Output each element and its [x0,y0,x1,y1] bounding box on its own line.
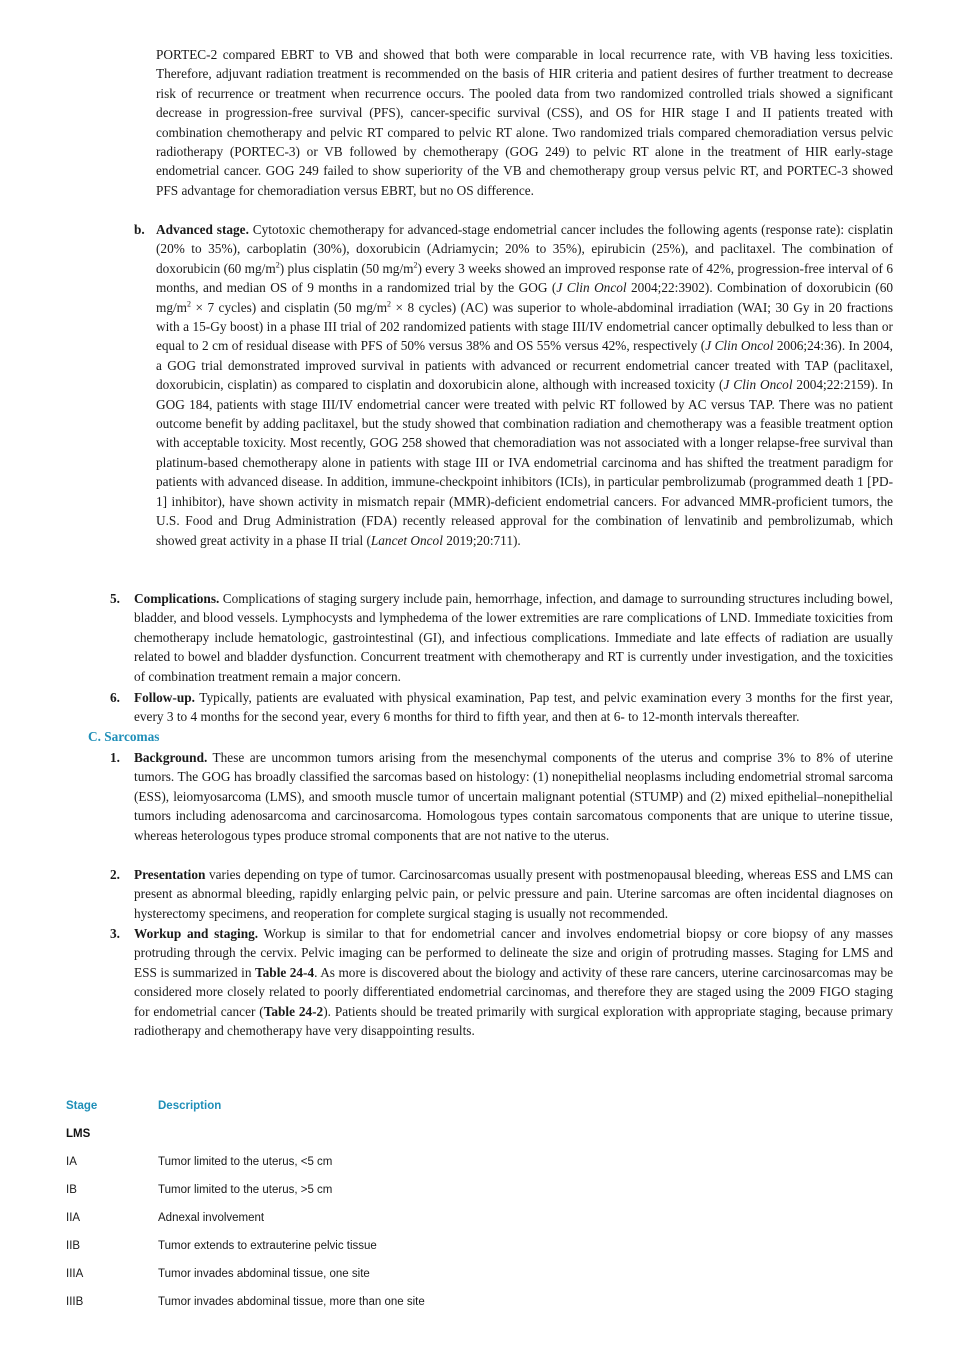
presentation-heading: Presentation [134,867,206,882]
stage-cell: IIB [66,1240,81,1252]
table-group-row [66,1120,886,1148]
background-paragraph [134,748,893,845]
description-cell: Tumor invades abdominal tissue, more than one site [158,1296,425,1308]
column-header-stage: Stage [66,1100,98,1112]
advanced-stage-paragraph [156,220,893,550]
stage-cell: IIIA [66,1268,84,1280]
complications-heading: Complications. [134,591,220,606]
follow-up-marker: 6. [110,690,120,705]
table-row [66,1260,886,1288]
advanced-text-1: Cytotoxic chemotherapy for advanced-stage endometrial cancer includes the following agents (response rate): cisplatin (20% to 35%), carboplatin (30%), doxorubicin (Adriamycin; 20% to 35%), epirubicin (25%), and paclitaxel. The combination of doxorubicin (60 mg/m [156,222,893,276]
stage-cell: IA [66,1156,77,1168]
column-header-description: Description [158,1100,222,1112]
staging-table [66,1092,886,1316]
superscript: 2 [413,260,418,270]
complications-text: Complications of staging surgery include pain, hemorrhage, infection, and damage to surrounding structures including bowel, bladder, and blood vessels. Lymphocysts and lymphedema of the lower extremities are rare complications of LND. Immediate toxicities from chemotherapy include hematologic, gastrointestinal (GI), and infectious complications. Immediate and late effects of radiation are usually related to bowel and bladder dysfunction. Concurrent treatment with chemotherapy and RT is currently under investigation, and the toxicities of combination treatment remain a major concern. [134,591,893,684]
complications-marker: 5. [110,591,120,606]
superscript: 2 [275,260,280,270]
advanced-text-9: 2019;20:711). [442,532,521,548]
advanced-text-2: ) plus cisplatin (50 mg/m [279,260,414,276]
description-cell: Tumor invades abdominal tissue, one site [158,1268,370,1280]
description-cell: Tumor extends to extrauterine pelvic tissue [158,1240,377,1252]
workup-heading: Workup and staging. [134,926,259,941]
description-cell: Tumor limited to the uterus, >5 cm [158,1184,333,1196]
table-reference: Table 24-2 [263,1003,324,1019]
journal-citation: J Clin Oncol [723,377,793,393]
follow-up-text: Typically, patients are evaluated with physical examination, Pap test, and pelvic examination every 3 months for the first year, every 3 to 4 months for the second year, every 6 months for third to fifth year, and then at 6- to 12-month intervals thereafter. [134,690,893,725]
journal-citation: J Clin Oncol [705,338,774,354]
complications-paragraph [134,589,893,686]
section-heading-sarcomas: C. Sarcomas [88,729,160,744]
stage-cell: IIA [66,1212,81,1224]
advanced-stage-heading: Advanced stage. [156,222,249,237]
workup-text-3: ). Patients should be treated primarily with surgical exploration with appropriate staging, because primary radiotherapy and chemotherapy have very disappointing results. [134,1003,893,1039]
description-cell: Tumor limited to the uterus, <5 cm [158,1156,333,1168]
journal-citation: J Clin Oncol [556,280,627,296]
follow-up-heading: Follow-up. [134,690,195,705]
advanced-text-8: 2004;22:2159). In GOG 184, patients with stage III/IV endometrial cancer were treated with pelvic RT followed by AC versus TAP. There was no patient outcome benefit by adding paclitaxel, but the study showed that combination radiation and chemotherapy was a feasible treatment option with acceptable toxicity. Most recently, GOG 258 showed that chemoradiation was not associated with a longer relapse-free survival than platinum-based chemotherapy alone in patients with stage III or IVA endometrial carcinoma and has shifted the treatment paradigm for patients with advanced disease. In addition, immune-checkpoint inhibitors (ICIs), in particular pembrolizumab (programmed death 1 [PD-1] inhibitor), have shown activity in mismatch repair (MMR)-deficient endometrial cancers. For advanced MMR-proficient tumors, the U.S. Food and Drug Administration (FDA) recently released approval for the combination of lenvatinib and pembrolizumab, which showed great activity in a phase II trial ( [156,377,894,548]
presentation-paragraph [134,865,893,923]
background-marker: 1. [110,750,120,765]
background-text: These are uncommon tumors arising from the mesenchymal components of the uterus and comprise 3% to 8% of uterine tumors. The GOG has broadly classified the sarcomas based on histology: (1) nonepithelial neoplasms including endometrial stromal sarcoma (ESS), leiomyosarcoma (LMS), and smooth muscle tumor of uncertain malignant potential (STUMP) and (2) mixed epithelial–nonepithelial tumors including adenosarcoma and carcinosarcoma. Homologous types contain sarcomatous components that are unique to uterine tissue, whereas heterologous types produce stromal components that are not native to the uterus. [134,750,893,843]
presentation-text: varies depending on type of tumor. Carcinosarcomas usually present with postmenopausal bleeding, whereas ESS and LMS can present as abnormal bleeding, rapidly enlarging pelvic pain, or pelvic pressure and pain. Uterine sarcomas are often incidental diagnoses on hysterectomy specimens, and reoperation for complete surgical staging is usually not recommended. [134,867,893,921]
advanced-stage-marker: b. [134,222,145,237]
table-row [66,1176,886,1204]
description-cell: Adnexal involvement [158,1212,265,1224]
table-row [66,1148,886,1176]
advanced-text-6: × 8 cycles) (AC) was superior to whole-abdominal irradiation (WAI; 30 Gy in 20 fractions with a 15-Gy boost) in a phase III trial of 202 randomized patients with stage III/IV endometrial cancer optimally debulked to less than or equal to 2 cm of residual disease with PFS of 50% versus 38% and OS 55% versus 42%, respectively ( [156,299,894,354]
advanced-text-5: × 7 cycles) and cisplatin (50 mg/m [191,299,388,315]
portec-paragraph [156,45,893,200]
background-heading: Background. [134,750,208,765]
table-row [66,1288,886,1316]
group-label: LMS [66,1128,91,1140]
follow-up-paragraph [134,688,893,727]
table-row [66,1232,886,1260]
stage-cell: IIIB [66,1296,84,1308]
superscript: 2 [187,299,192,309]
table-header-row [66,1092,886,1120]
table-row [66,1204,886,1232]
journal-citation: Lancet Oncol [370,532,443,548]
table-reference: Table 24-4 [255,964,315,980]
superscript: 2 [387,299,392,309]
advanced-text-4: 2004;22:3902). Combination of doxorubicin (60 mg/m [156,280,894,315]
workup-text-2: . As more is discovered about the biology and activity of these rare cancers, uterine carcinosarcomas may be considered more closely related to poorly differentiated endometrial carcinomas, and therefore they are staged using the 2009 FIGO staging for endometrial cancer ( [134,964,893,1019]
presentation-marker: 2. [110,867,120,882]
portec-text: PORTEC-2 compared EBRT to VB and showed that both were comparable in local recurrence rate, with VB having less toxicities. Therefore, adjuvant radiation treatment is recommended on the basis of HIR criteria and patient desires of further treatment to decrease risk of recurrence or treatment when recurrence occurs. The pooled data from two randomized controlled trials showed a significant decrease in progression-free survival (PFS), cancer-specific survival (CSS), and OS for HIR stage I and II patients treated with combination chemotherapy and pelvic RT compared to pelvic RT alone. Two randomized trials compared chemoradiation versus pelvic radiotherapy (PORTEC-3) or VB followed by chemotherapy (GOG 249) to pelvic RT alone in the treatment of HIR early-stage endometrial cancer. GOG 249 failed to show superiority of the VB and chemotherapy group versus pelvic RT, and PORTEC-3 showed PFS advantage for chemoradiation versus EBRT, but no OS difference. [156,47,893,198]
advanced-text-7: 2006;24:36). In 2004, a GOG trial demonstrated improved survival in patients with advanced or recurrent endometrial cancer treated with TAP (paclitaxel, doxorubicin, cisplatin) as compared to cisplatin and doxorubicin alone, although with increased toxicity ( [156,338,893,393]
workup-paragraph [134,924,893,1040]
stage-cell: IB [66,1184,77,1196]
workup-marker: 3. [110,926,120,941]
advanced-text-3: ) every 3 weeks showed an improved response rate of 42%, progression-free interval of 6 months, and median OS of 9 months in a randomized trial by the GOG ( [156,260,893,296]
workup-text-1: Workup is similar to that for endometrial cancer and involves endometrial biopsy or core biopsy of any masses protruding through the cervix. Pelvic imaging can be performed to delineate the size and origin of protruding masses. Staging for LMS and ESS is summarized in [134,926,893,980]
